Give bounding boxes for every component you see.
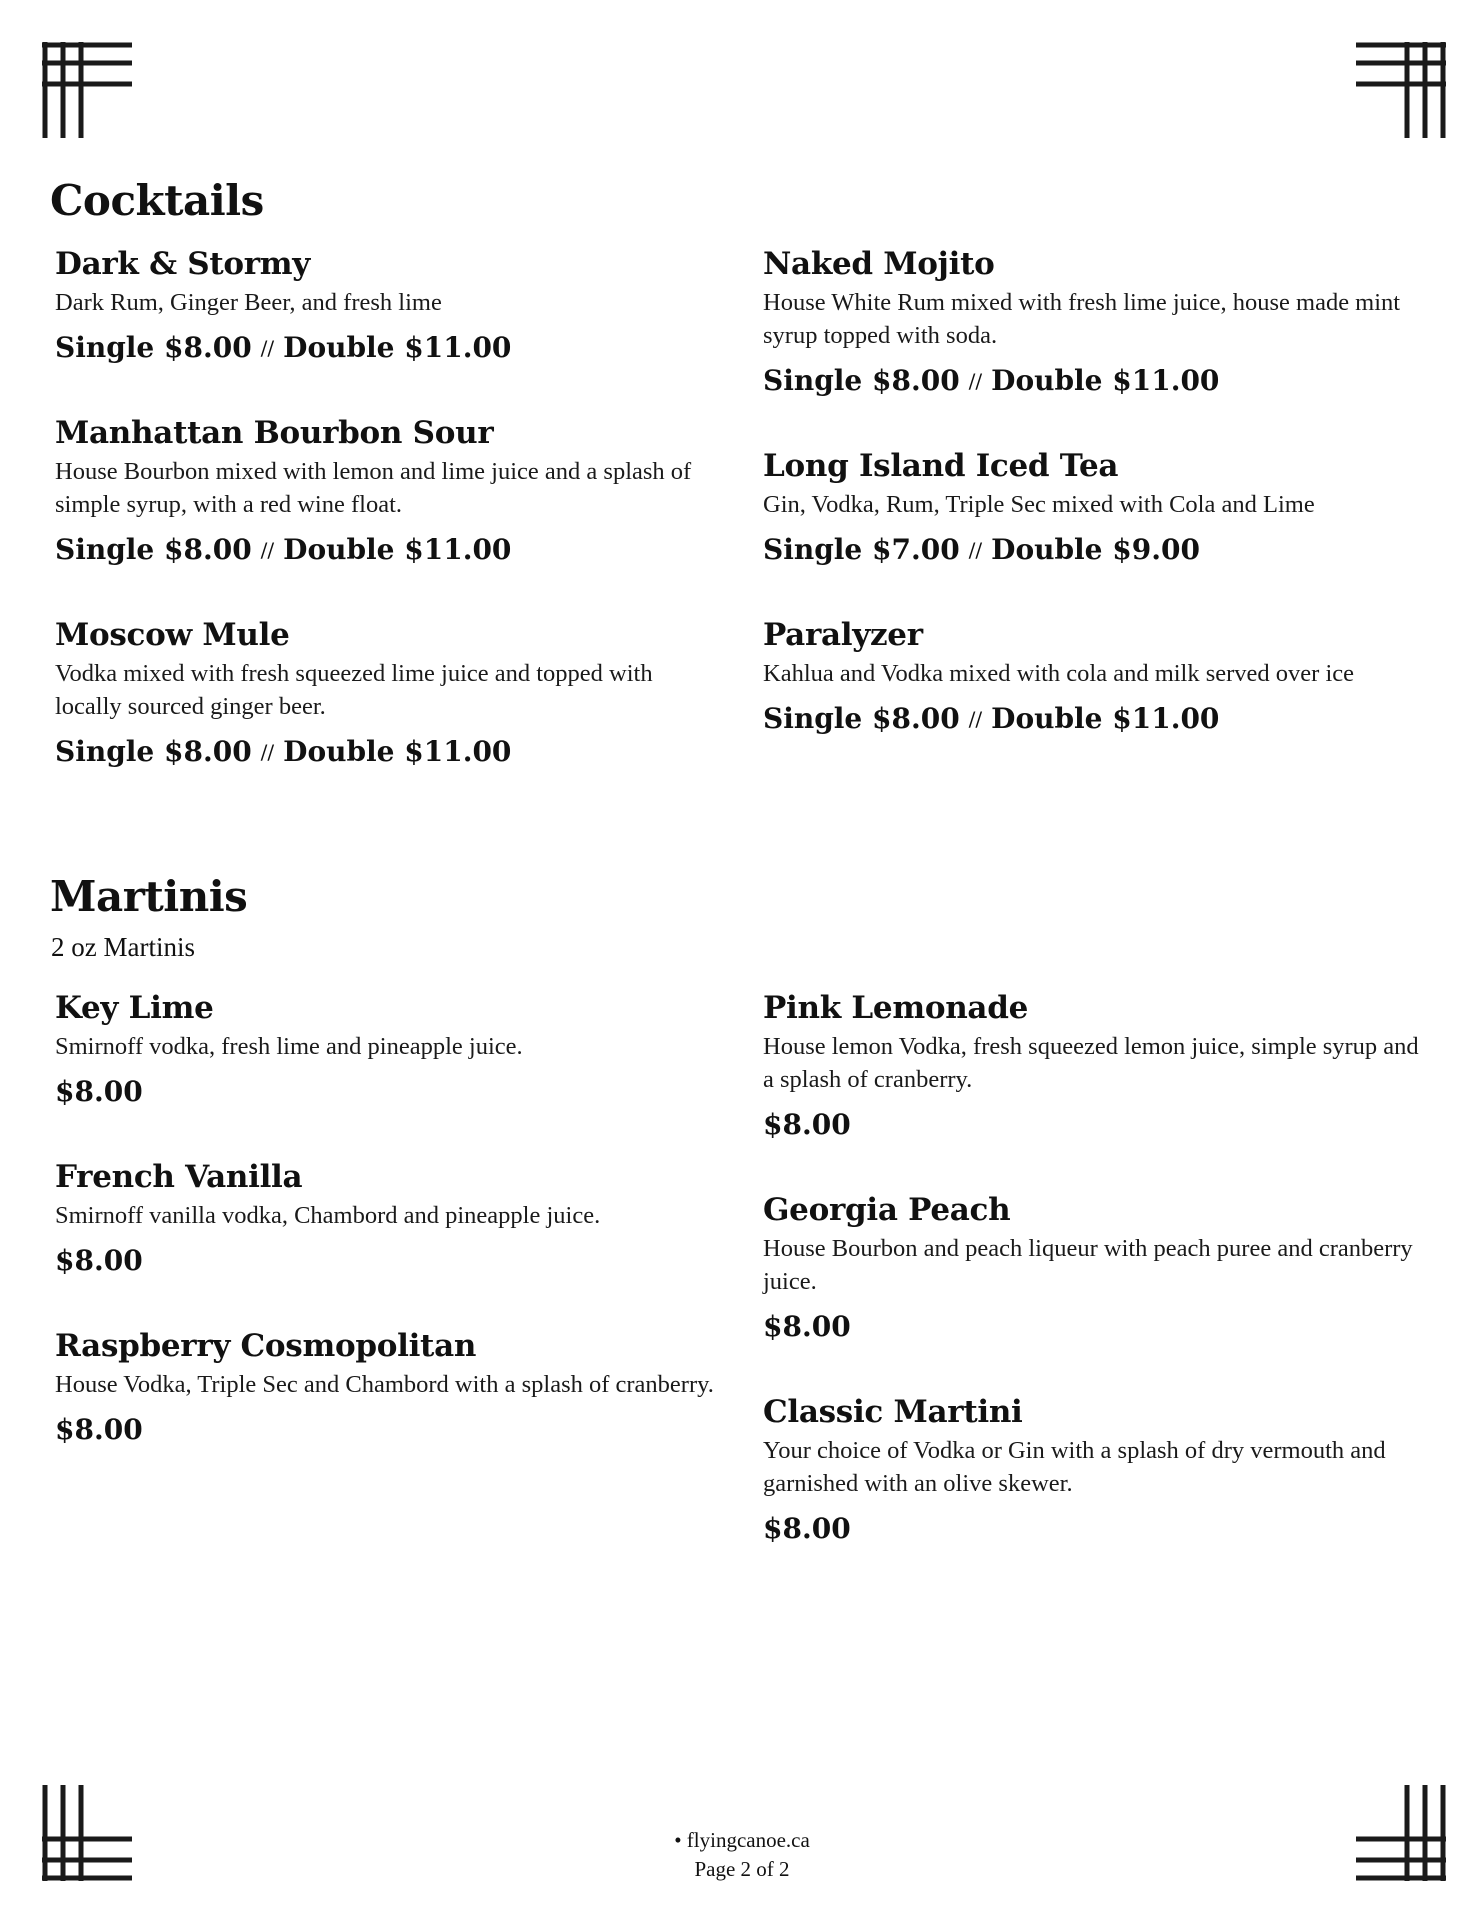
section-title-cocktails: Cocktails xyxy=(50,176,264,225)
item-name: French Vanilla xyxy=(55,1159,303,1195)
price-separator: // xyxy=(968,369,983,393)
website-link[interactable]: • flyingcanoe.ca xyxy=(674,1828,810,1852)
section-title-martinis: Martinis xyxy=(50,872,248,921)
item-name: Moscow Mule xyxy=(55,617,290,653)
single-price: Single $8.00 xyxy=(55,331,252,364)
single-price: Single $8.00 xyxy=(763,702,960,735)
cocktails-left-column xyxy=(55,244,725,817)
item-price: $8.00 xyxy=(55,1075,143,1108)
menu-item xyxy=(55,615,725,771)
item-price: $8.00 xyxy=(55,1413,143,1446)
item-description: Smirnoff vodka, fresh lime and pineapple juice. xyxy=(55,1033,523,1060)
item-price xyxy=(55,531,725,569)
menu-item xyxy=(55,988,725,1111)
martinis-left-column xyxy=(55,988,725,1495)
menu-item xyxy=(55,1326,725,1449)
price-separator: // xyxy=(968,538,983,562)
item-name: Key Lime xyxy=(55,990,214,1026)
menu-item xyxy=(55,1157,725,1280)
price-separator: // xyxy=(260,336,275,360)
page-footer xyxy=(0,1826,1484,1884)
item-description: Your choice of Vodka or Gin with a splash of dry vermouth and garnished with an olive skewer. xyxy=(763,1437,1386,1497)
double-price: Double $11.00 xyxy=(991,702,1220,735)
double-price: Double $11.00 xyxy=(991,364,1220,397)
menu-item xyxy=(763,446,1433,569)
item-name: Classic Martini xyxy=(763,1394,1023,1430)
single-price: Single $8.00 xyxy=(55,533,252,566)
item-price xyxy=(55,329,725,367)
item-price xyxy=(763,531,1433,569)
item-name: Paralyzer xyxy=(763,617,923,653)
item-description: Kahlua and Vodka mixed with cola and milk served over ice xyxy=(763,660,1355,687)
single-price: Single $8.00 xyxy=(763,364,960,397)
item-price xyxy=(55,733,725,771)
item-price xyxy=(763,362,1433,400)
menu-item xyxy=(763,244,1433,400)
item-description: House Vodka, Triple Sec and Chambord with a splash of cranberry. xyxy=(55,1371,714,1398)
single-price: Single $7.00 xyxy=(763,533,960,566)
single-price: Single $8.00 xyxy=(55,735,252,768)
item-name: Long Island Iced Tea xyxy=(763,448,1119,484)
item-description: Smirnoff vanilla vodka, Chambord and pineapple juice. xyxy=(55,1202,601,1229)
item-name: Naked Mojito xyxy=(763,246,995,282)
grid-ornament-icon xyxy=(42,42,138,138)
price-separator: // xyxy=(968,707,983,731)
item-price: $8.00 xyxy=(763,1108,851,1141)
price-separator: // xyxy=(260,740,275,764)
item-description: Vodka mixed with fresh squeezed lime juice and topped with locally sourced ginger beer. xyxy=(55,660,653,720)
item-name: Georgia Peach xyxy=(763,1192,1011,1228)
item-description: House Bourbon mixed with lemon and lime juice and a splash of simple syrup, with a red wine float. xyxy=(55,458,692,518)
menu-item xyxy=(55,244,725,367)
item-price: $8.00 xyxy=(763,1310,851,1343)
item-price xyxy=(763,700,1433,738)
double-price: Double $9.00 xyxy=(991,533,1200,566)
double-price: Double $11.00 xyxy=(283,533,512,566)
section-subtitle: 2 oz Martinis xyxy=(51,932,195,962)
cocktails-right-column xyxy=(763,244,1433,784)
double-price: Double $11.00 xyxy=(283,735,512,768)
menu-item xyxy=(763,988,1433,1144)
item-name: Raspberry Cosmopolitan xyxy=(55,1328,477,1364)
double-price: Double $11.00 xyxy=(283,331,512,364)
item-name: Pink Lemonade xyxy=(763,990,1029,1026)
item-name: Manhattan Bourbon Sour xyxy=(55,415,494,451)
menu-item xyxy=(763,1190,1433,1346)
page-number: Page 2 of 2 xyxy=(694,1857,790,1881)
item-description: Dark Rum, Ginger Beer, and fresh lime xyxy=(55,289,442,316)
item-price: $8.00 xyxy=(55,1244,143,1277)
item-name: Dark & Stormy xyxy=(55,246,310,282)
grid-ornament-icon xyxy=(1350,42,1446,138)
menu-item xyxy=(55,413,725,569)
item-description: Gin, Vodka, Rum, Triple Sec mixed with Cola and Lime xyxy=(763,491,1315,518)
price-separator: // xyxy=(260,538,275,562)
item-price: $8.00 xyxy=(763,1512,851,1545)
item-description: House lemon Vodka, fresh squeezed lemon juice, simple syrup and a splash of cranberry. xyxy=(763,1033,1419,1093)
martinis-right-column xyxy=(763,988,1433,1594)
menu-item xyxy=(763,1392,1433,1548)
item-description: House White Rum mixed with fresh lime juice, house made mint syrup topped with soda. xyxy=(763,289,1401,349)
item-description: House Bourbon and peach liqueur with peach puree and cranberry juice. xyxy=(763,1235,1413,1295)
menu-item xyxy=(763,615,1433,738)
